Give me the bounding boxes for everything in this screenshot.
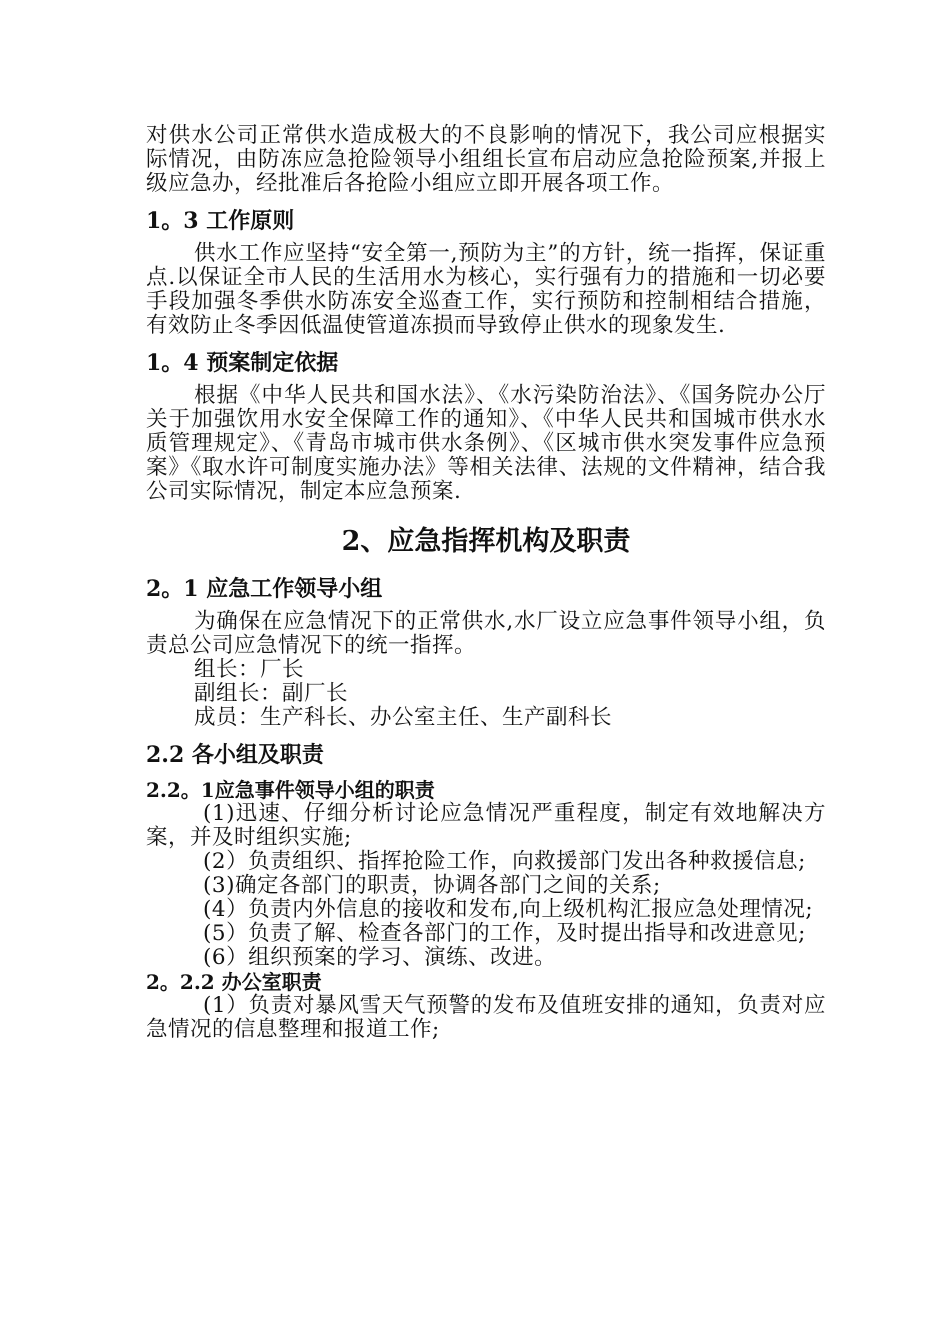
- deputy-line: 副组长：副厂长: [194, 681, 349, 706]
- section-heading-1-4: 1。4 预案制定依据: [146, 350, 339, 376]
- members-line: 成员：生产科长、办公室主任、生产副科长: [194, 705, 613, 730]
- section-2-1-body: 为确保在应急情况下的正常供水,水厂设立应急事件领导小组，负责总公司应急情况下的统一指挥。: [146, 609, 826, 658]
- section-heading-2-2: 2.2 各小组及职责: [146, 742, 324, 768]
- office-duty-item-1: (1）负责对暴风雪天气预警的发布及值班安排的通知，负责对应急情况的信息整理和报道工作;: [146, 993, 826, 1042]
- duty-item-6: (6）组织预案的学习、演练、改进。: [203, 945, 557, 970]
- duty-item-1: (1)迅速、仔细分析讨论应急情况严重程度，制定有效地解决方案，并及时组织实施;: [146, 801, 826, 850]
- section-heading-2-2-1: 2.2。1应急事件领导小组的职责: [146, 778, 435, 802]
- document-page: [146, 120, 826, 1042]
- duty-item-3: (3)确定各部门的职责，协调各部门之间的关系;: [203, 873, 661, 898]
- duty-item-2: (2）负责组织、指挥抢险工作，向救援部门发出各种救援信息;: [203, 849, 806, 874]
- section-1-3-body: 供水工作应坚持“安全第一,预防为主”的方针，统一指挥，保证重点.以保证全市人民的生活用水为核心，实行强有力的措施和一切必要手段加强冬季供水防冻安全巡查工作，实行预防和控制相结合措施，有效防止冬季因低温使管道冻损而导致停止供水的现象发生.: [146, 241, 826, 338]
- section-heading-1-3: 1。3 工作原则: [146, 208, 295, 234]
- section-1-4-body: 根据《中华人民共和国水法》、《水污染防治法》、《国务院办公厅关于加强饮用水安全保障工作的通知》、《中华人民共和国城市供水水质管理规定》、《青岛市城市供水条例》、《区城市供水突发事件应急预案》《取水许可制度实施办法》等相关法律、法规的文件精神，结合我公司实际情况，制定本应急预案.: [146, 383, 826, 504]
- duty-item-5: (5）负责了解、检查各部门的工作，及时提出指导和改进意见;: [203, 921, 806, 946]
- section-heading-2-1: 2。1 应急工作领导小组: [146, 576, 383, 602]
- duty-item-4: (4）负责内外信息的接收和发布,向上级机构汇报应急处理情况;: [203, 897, 814, 922]
- section-heading-2-2-2: 2。2.2 办公室职责: [146, 970, 322, 994]
- intro-paragraph: 对供水公司正常供水造成极大的不良影响的情况下，我公司应根据实际情况，由防冻应急抢险领导小组组长宣布启动应急抢险预案,并报上级应急办，经批准后各抢险小组应立即开展各项工作。: [146, 123, 826, 196]
- chapter-2-title: 2、应急指挥机构及职责: [341, 526, 631, 557]
- leader-line: 组长：厂长: [194, 657, 305, 682]
